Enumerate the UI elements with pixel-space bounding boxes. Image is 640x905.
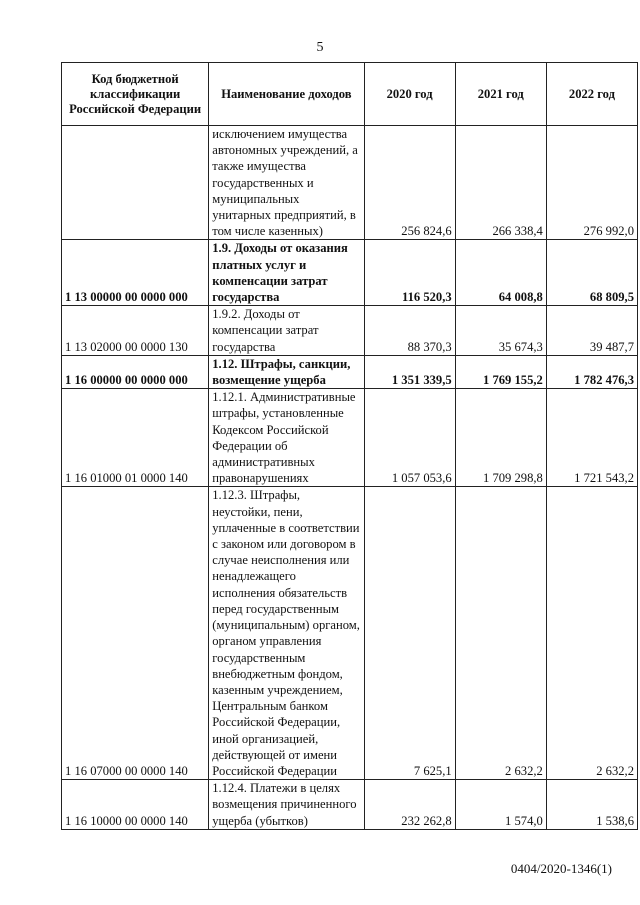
table-row [62,240,638,306]
table-row [62,355,638,388]
header-2022: 2022 год [546,63,637,126]
table-row [62,487,638,780]
row-2021: 1 769 155,2 [455,355,546,388]
table-row [62,389,638,487]
row-name: 1.9.2. Доходы от компенсации затрат государства [209,306,364,356]
row-name: 1.12.1. Административные штрафы, установленные Кодексом Российской Федерации об административных правонарушениях [209,389,364,487]
row-2020: 1 351 339,5 [364,355,455,388]
table-row [62,306,638,356]
document-number: 0404/2020-1346(1) [510,861,612,876]
header-name: Наименование доходов [209,63,364,126]
row-code: 1 16 01000 01 0000 140 [62,389,209,487]
row-2020: 232 262,8 [364,780,455,830]
header-code: Код бюджетной классификации Российской Федерации [62,63,209,126]
row-2022: 68 809,5 [546,240,637,306]
table-row [62,780,638,830]
row-2022: 1 721 543,2 [546,389,637,487]
header-2021: 2021 год [455,63,546,126]
row-2021: 266 338,4 [455,126,546,240]
row-name: исключением имущества автономных учреждений, а также имущества государственных и муниципальных унитарных предприятий, в том числе казенных) [209,126,364,240]
row-2020: 116 520,3 [364,240,455,306]
row-2022: 2 632,2 [546,487,637,780]
row-2021: 64 008,8 [455,240,546,306]
row-2020: 7 625,1 [364,487,455,780]
table-row [62,126,638,240]
row-name: 1.12. Штрафы, санкции, возмещение ущерба [209,355,364,388]
row-name: 1.9. Доходы от оказания платных услуг и компенсации затрат государства [209,240,364,306]
row-2020: 256 824,6 [364,126,455,240]
row-2020: 88 370,3 [364,306,455,356]
row-code: 1 13 00000 00 0000 000 [62,240,209,306]
row-code: 1 16 10000 00 0000 140 [62,780,209,830]
row-2022: 39 487,7 [546,306,637,356]
row-code: 1 13 02000 00 0000 130 [62,306,209,356]
row-code: 1 16 07000 00 0000 140 [62,487,209,780]
row-name: 1.12.3. Штрафы, неустойки, пени, уплаченные в соответствии с законом или договором в случае неисполнения или ненадлежащего исполнения обязательств перед государственным (муниципальным) органом, органом управления государственным внебюджетным фондом, казенным учреждением, Центральным банком Российской Федерации, иной организацией, действующей от имени Российской Федерации [209,487,364,780]
row-2021: 2 632,2 [455,487,546,780]
header-2020: 2020 год [364,63,455,126]
row-2020: 1 057 053,6 [364,389,455,487]
row-name: 1.12.4. Платежи в целях возмещения причиненного ущерба (убытков) [209,780,364,830]
row-code [62,126,209,240]
row-2022: 1 538,6 [546,780,637,830]
row-2022: 1 782 476,3 [546,355,637,388]
row-2021: 35 674,3 [455,306,546,356]
page-number: 5 [316,40,324,55]
table-header-row [62,63,638,126]
row-2022: 276 992,0 [546,126,637,240]
row-2021: 1 574,0 [455,780,546,830]
row-code: 1 16 00000 00 0000 000 [62,355,209,388]
row-2021: 1 709 298,8 [455,389,546,487]
revenue-table [61,62,638,830]
